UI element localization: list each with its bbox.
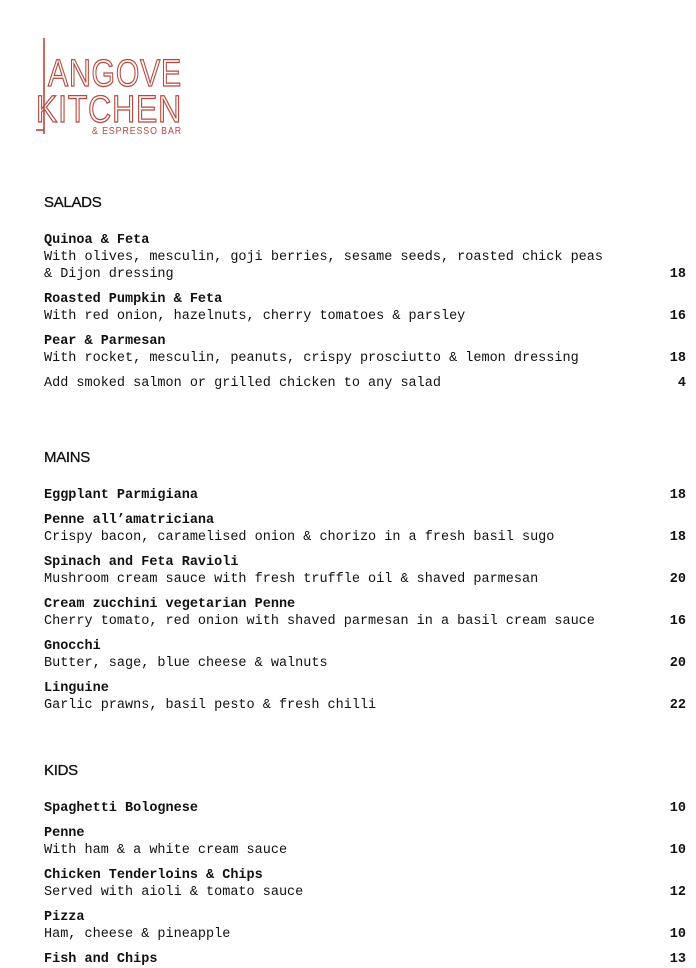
item-desc: Crispy bacon, caramelised onion & chorizo in a fresh basil sugo bbox=[44, 530, 555, 545]
item-price: 18 bbox=[669, 267, 686, 282]
item-name: Eggplant Parmigiana bbox=[44, 488, 198, 503]
menu-addon bbox=[44, 375, 686, 392]
item-name: Pizza bbox=[44, 910, 85, 925]
item-name: Roasted Pumpkin & Feta bbox=[44, 292, 223, 307]
menu-item bbox=[44, 680, 686, 714]
section-mains bbox=[44, 447, 686, 714]
menu-item bbox=[44, 554, 686, 588]
logo-line1: ANGOVE bbox=[48, 53, 182, 95]
item-name: Pear & Parmesan bbox=[44, 334, 166, 349]
item-price: 12 bbox=[669, 885, 686, 900]
section-salads bbox=[44, 192, 686, 392]
menu-item bbox=[44, 800, 686, 817]
item-desc: With rocket, mesculin, peanuts, crispy prosciutto & lemon dressing bbox=[44, 351, 579, 366]
item-desc: Served with aioli & tomato sauce bbox=[44, 885, 304, 900]
item-price: 4 bbox=[677, 376, 686, 391]
item-name: Spinach and Feta Ravioli bbox=[44, 555, 239, 570]
item-name: Linguine bbox=[44, 681, 109, 696]
menu-item bbox=[44, 232, 686, 283]
item-name: Spaghetti Bolognese bbox=[44, 801, 198, 816]
logo-tagline: & ESPRESSO BAR bbox=[92, 126, 182, 137]
item-price: 10 bbox=[669, 927, 686, 942]
logo-line2: KITCHEN bbox=[36, 89, 182, 131]
item-price: 20 bbox=[669, 656, 686, 671]
item-name: Fish and Chips bbox=[44, 952, 158, 967]
menu-item bbox=[44, 487, 686, 504]
item-desc: With red onion, hazelnuts, cherry tomatoes & parsley bbox=[44, 309, 466, 324]
item-price: 20 bbox=[669, 572, 686, 587]
item-desc: Add smoked salmon or grilled chicken to any salad bbox=[44, 376, 441, 391]
menu-item bbox=[44, 596, 686, 630]
section-title: MAINS bbox=[44, 449, 91, 466]
restaurant-logo bbox=[30, 34, 190, 140]
menu-item bbox=[44, 638, 686, 672]
item-desc: Garlic prawns, basil pesto & fresh chilli bbox=[44, 698, 377, 713]
menu-item bbox=[44, 909, 686, 943]
menu-item bbox=[44, 291, 686, 325]
item-desc: With ham & a white cream sauce bbox=[44, 843, 288, 858]
item-price: 10 bbox=[669, 801, 686, 816]
item-desc: Ham, cheese & pineapple bbox=[44, 927, 231, 942]
section-kids bbox=[44, 760, 686, 968]
item-price: 16 bbox=[669, 614, 686, 629]
section-title: KIDS bbox=[44, 762, 78, 779]
menu-item bbox=[44, 825, 686, 859]
menu-item bbox=[44, 867, 686, 901]
item-name: Penne bbox=[44, 826, 85, 841]
item-name: Quinoa & Feta bbox=[44, 233, 150, 248]
item-name: Chicken Tenderloins & Chips bbox=[44, 868, 263, 883]
item-price: 18 bbox=[669, 351, 686, 366]
item-price: 10 bbox=[669, 843, 686, 858]
item-desc: With olives, mesculin, goji berries, sesame seeds, roasted chick peas & Dijon dressing bbox=[44, 250, 603, 282]
item-price: 18 bbox=[669, 530, 686, 545]
item-desc: Cherry tomato, red onion with shaved parmesan in a basil cream sauce bbox=[44, 614, 595, 629]
item-price: 18 bbox=[669, 488, 686, 503]
menu-item bbox=[44, 333, 686, 367]
item-price: 13 bbox=[669, 952, 686, 967]
item-desc: Butter, sage, blue cheese & walnuts bbox=[44, 656, 328, 671]
item-name: Gnocchi bbox=[44, 639, 101, 654]
menu-item bbox=[44, 512, 686, 546]
item-price: 16 bbox=[669, 309, 686, 324]
item-desc: Mushroom cream sauce with fresh truffle oil & shaved parmesan bbox=[44, 572, 539, 587]
section-title: SALADS bbox=[44, 194, 102, 211]
item-name: Penne all’amatriciana bbox=[44, 513, 215, 528]
item-price: 22 bbox=[669, 698, 686, 713]
item-name: Cream zucchini vegetarian Penne bbox=[44, 597, 296, 612]
